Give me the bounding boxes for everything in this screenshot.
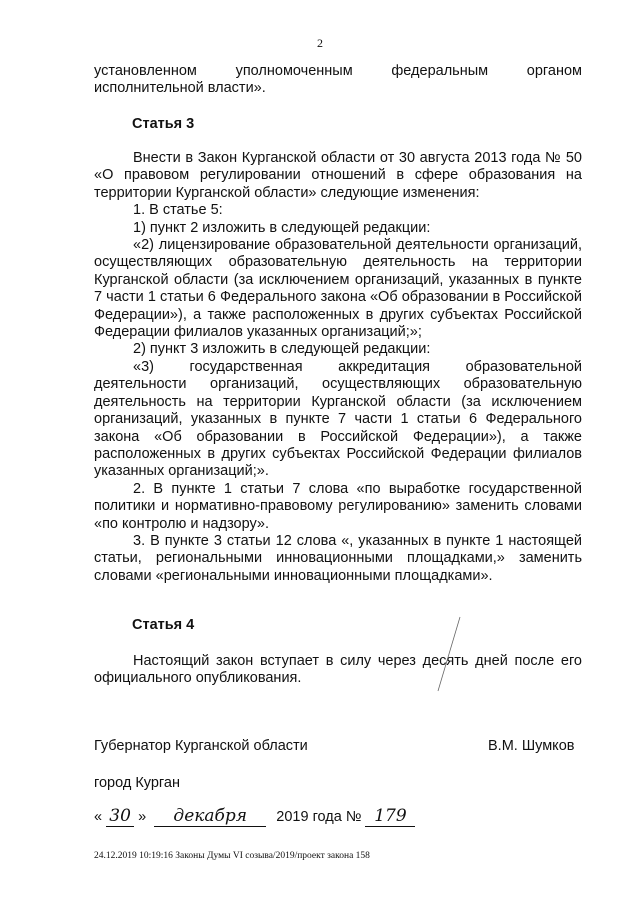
- date-year-label: 2019 года №: [276, 809, 362, 825]
- governor-title: Губернатор Курганской области: [94, 738, 308, 754]
- continuation-text: установленном уполномоченным федеральным органом исполнительной власти».: [94, 63, 582, 97]
- article-3-item-1: 1. В статье 5:: [133, 202, 223, 219]
- article-3-body: [94, 150, 582, 585]
- pen-stroke-mark: [430, 615, 470, 695]
- date-open-quote: «: [94, 809, 103, 825]
- date-close-quote: »: [138, 809, 147, 825]
- article-3-item-1-sub-1: 1) пункт 2 изложить в следующей редакции:: [133, 219, 431, 236]
- article-3-item-1-sub-2-text: «3) государственная аккредитация образовательной деятельности организаций, осуществляющих образовательную деятельность на территории Курганской области (за исключением организаций, указанных в пункте 7 части 1 статьи 6 Федерального закона «Об образовании в Российской Федерации»), а также расположенных в других субъектах Российской Федерации филиалов указанных организаций;».: [94, 358, 582, 480]
- article-3-title: Статья 3: [132, 116, 195, 132]
- article-3-item-2: 2. В пункте 1 статьи 7 слова «по выработке государственной политики и нормативно-правовому регулированию» заменить словами «по контролю и надзору».: [94, 480, 582, 532]
- article-3-item-1-sub-1-text: «2) лицензирование образовательной деятельности организаций, осуществляющих образовательную деятельность на территории Курганской области (за исключением организаций, указанных в пункте 7 части 1 статьи 6 Федерального закона «Об образовании в Российской Федерации»), а также расположенных в других субъектах Российской Федерации филиалов указанных организаций;»;: [94, 237, 582, 341]
- page-number: 2: [317, 36, 323, 50]
- law-number-handwritten: 179: [365, 806, 415, 827]
- article-4-body: [94, 653, 582, 688]
- continuation-paragraph: [94, 63, 582, 98]
- date-day-handwritten: 30: [106, 806, 134, 827]
- article-3-item-1-sub-2: 2) пункт 3 изложить в следующей редакции:: [133, 341, 431, 358]
- governor-name: В.М. Шумков: [488, 738, 575, 754]
- article-3-item-3: 3. В пункте 3 статьи 12 слова «, указанных в пункте 1 настоящей статьи, региональными инновационными площадками,» заменить словами «региональными инновационными площадками».: [94, 532, 582, 584]
- date-month-handwritten: декабря: [154, 806, 266, 827]
- article-3-intro: Внести в Закон Курганской области от 30 августа 2013 года № 50 «О правовом регулировании отношений в сфере образования на территории Курганской области» следующие изменения:: [94, 150, 582, 201]
- city-name: город Курган: [94, 775, 180, 791]
- article-4-title: Статья 4: [132, 617, 195, 633]
- article-4-text: Настоящий закон вступает в силу через десять дней после его официального опубликования.: [94, 653, 582, 687]
- signing-date-line: [94, 806, 415, 827]
- document-footer: 24.12.2019 10:19:16 Законы Думы VI созыва/2019/проект закона 158: [94, 851, 370, 861]
